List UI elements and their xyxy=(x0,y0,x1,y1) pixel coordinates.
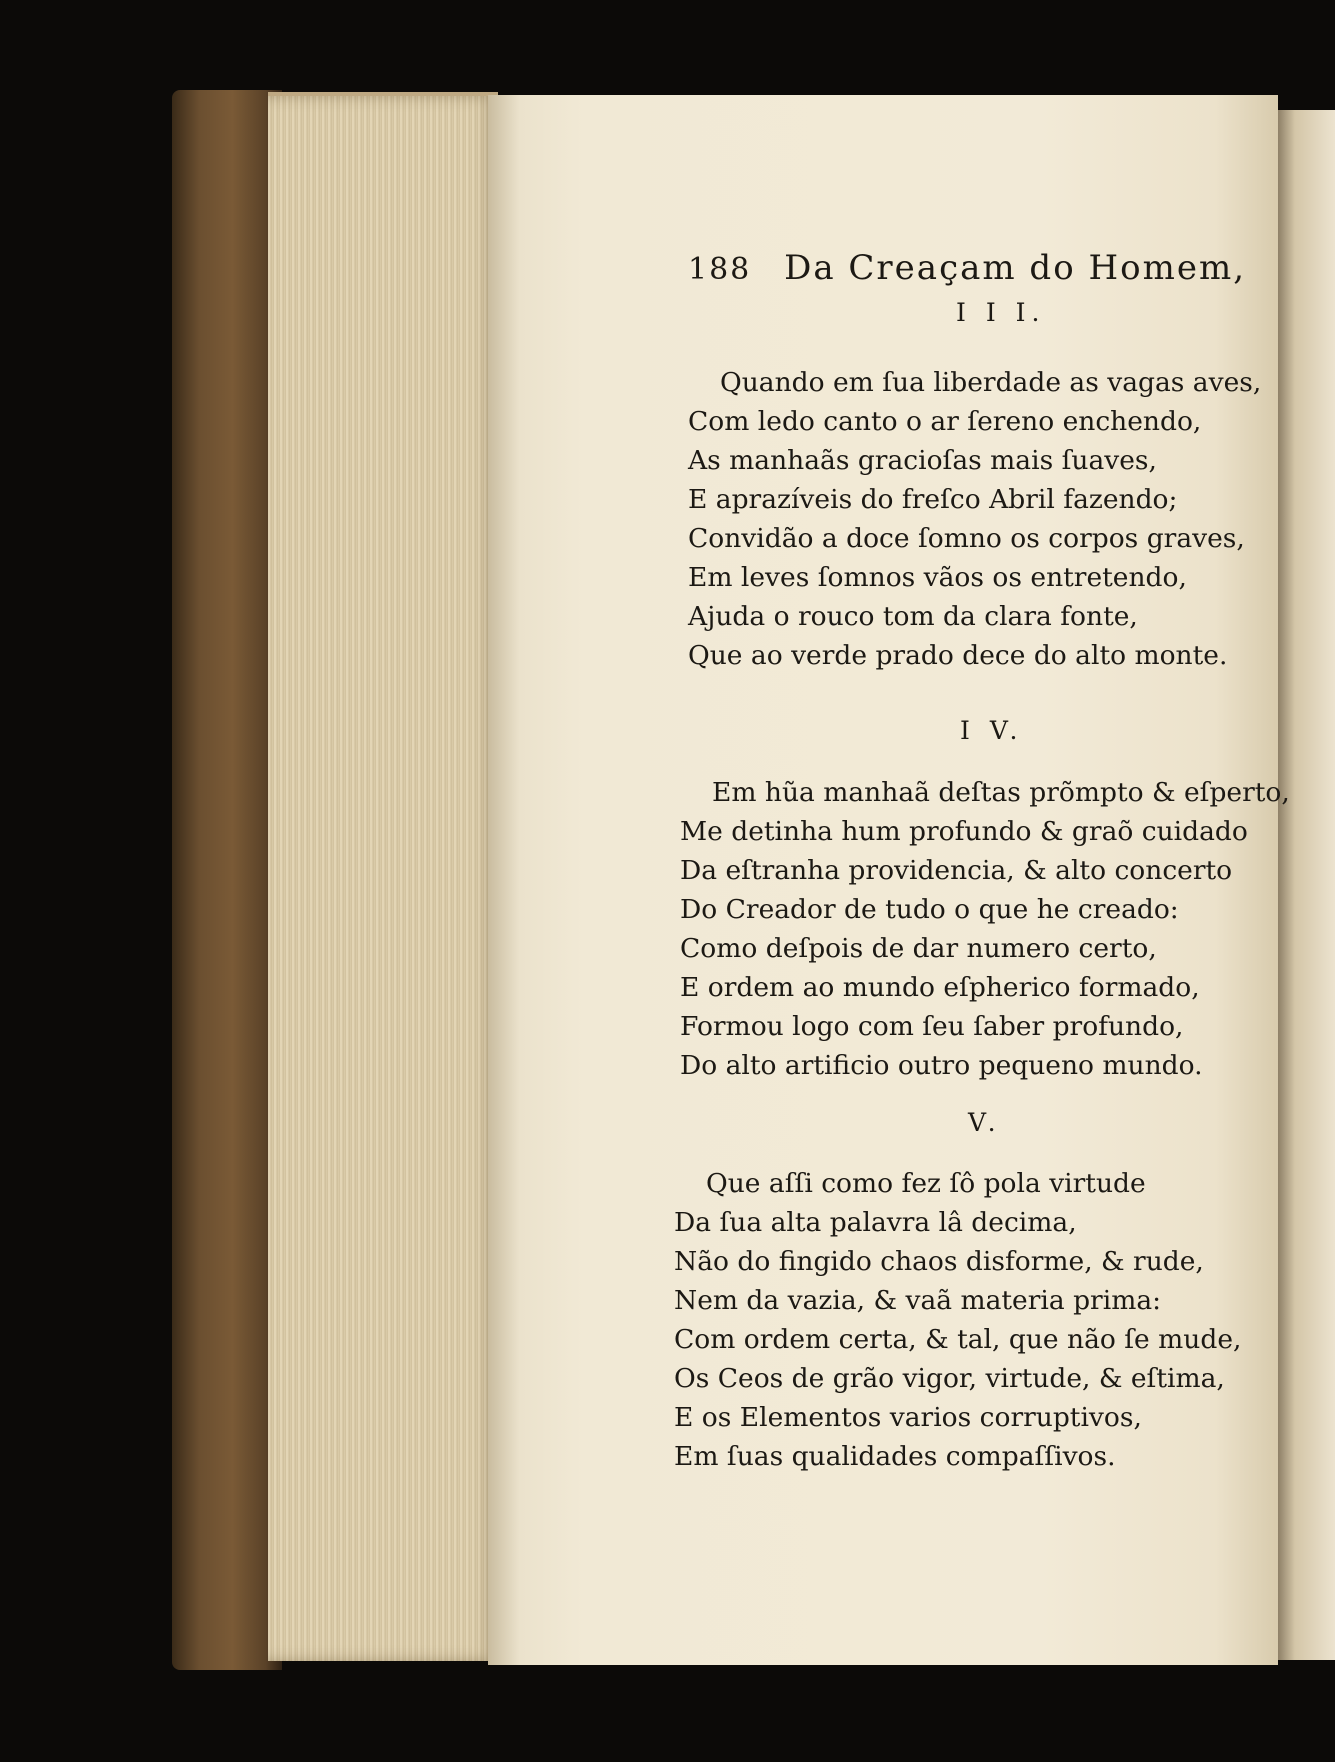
stanza-numeral: I I I. xyxy=(956,298,1046,327)
verse-line: Ajuda o rouco tom da clara fonte, xyxy=(688,601,1138,632)
verse-line: Que ao verde prado dece do alto monte. xyxy=(688,640,1228,671)
verse-line: Me detinha hum profundo & graõ cuidado xyxy=(680,816,1248,847)
verse-line: E os Elementos varios corruptivos, xyxy=(674,1402,1142,1433)
running-header xyxy=(688,248,1248,298)
verse-line: Quando em ſua liberdade as vagas aves, xyxy=(720,367,1262,398)
verse-line: E ordem ao mundo eſpherico formado, xyxy=(680,972,1200,1003)
verse-line: Do Creador de tudo o que he creado: xyxy=(680,894,1179,925)
stanza xyxy=(680,773,1290,1085)
stanza-numeral: V. xyxy=(968,1108,1002,1137)
verse-line: Nem da vazia, & vaã materia prima: xyxy=(674,1285,1162,1316)
verse-line: Em leves ſomnos vãos os entretendo, xyxy=(688,562,1187,593)
page-block-edges xyxy=(268,96,498,1661)
verse-line: Os Ceos de grão vigor, virtude, & eſtima, xyxy=(674,1363,1225,1394)
verse-line: As manhaãs gracioſas mais ſuaves, xyxy=(688,445,1157,476)
stanza xyxy=(674,1164,1264,1476)
verse-line: Em ſuas qualidades compaſſivos. xyxy=(674,1441,1116,1472)
verse-line: Do alto artificio outro pequeno mundo. xyxy=(680,1050,1203,1081)
verse-line: E aprazíveis do freſco Abril fazendo; xyxy=(688,484,1178,515)
running-title: Da Creaçam do Homem, xyxy=(784,248,1247,288)
facing-page-gutter xyxy=(1278,110,1335,1660)
page-number: 188 xyxy=(688,252,752,287)
stanza-numeral: I V. xyxy=(960,716,1024,745)
book-cover-edge xyxy=(172,90,282,1670)
verse-line: Formou logo com ſeu ſaber profundo, xyxy=(680,1011,1184,1042)
verse-line: Que aſſi como fez ſô pola virtude xyxy=(706,1168,1146,1199)
verse-line: Em hũa manhaã deſtas prõmpto & eſperto, xyxy=(712,777,1290,808)
stanza xyxy=(688,363,1278,675)
verse-line: Com ledo canto o ar ſereno enchendo, xyxy=(688,406,1202,437)
verse-line: Como deſpois de dar numero certo, xyxy=(680,933,1157,964)
verse-line: Não do fingido chaos disforme, & rude, xyxy=(674,1246,1204,1277)
verse-line: Da ſua alta palavra lâ decima, xyxy=(674,1207,1077,1238)
verse-line: Da eſtranha providencia, & alto concerto xyxy=(680,855,1233,886)
verse-line: Convidão a doce ſomno os corpos graves, xyxy=(688,523,1245,554)
verse-line: Com ordem certa, & tal, que não ſe mude, xyxy=(674,1324,1242,1355)
